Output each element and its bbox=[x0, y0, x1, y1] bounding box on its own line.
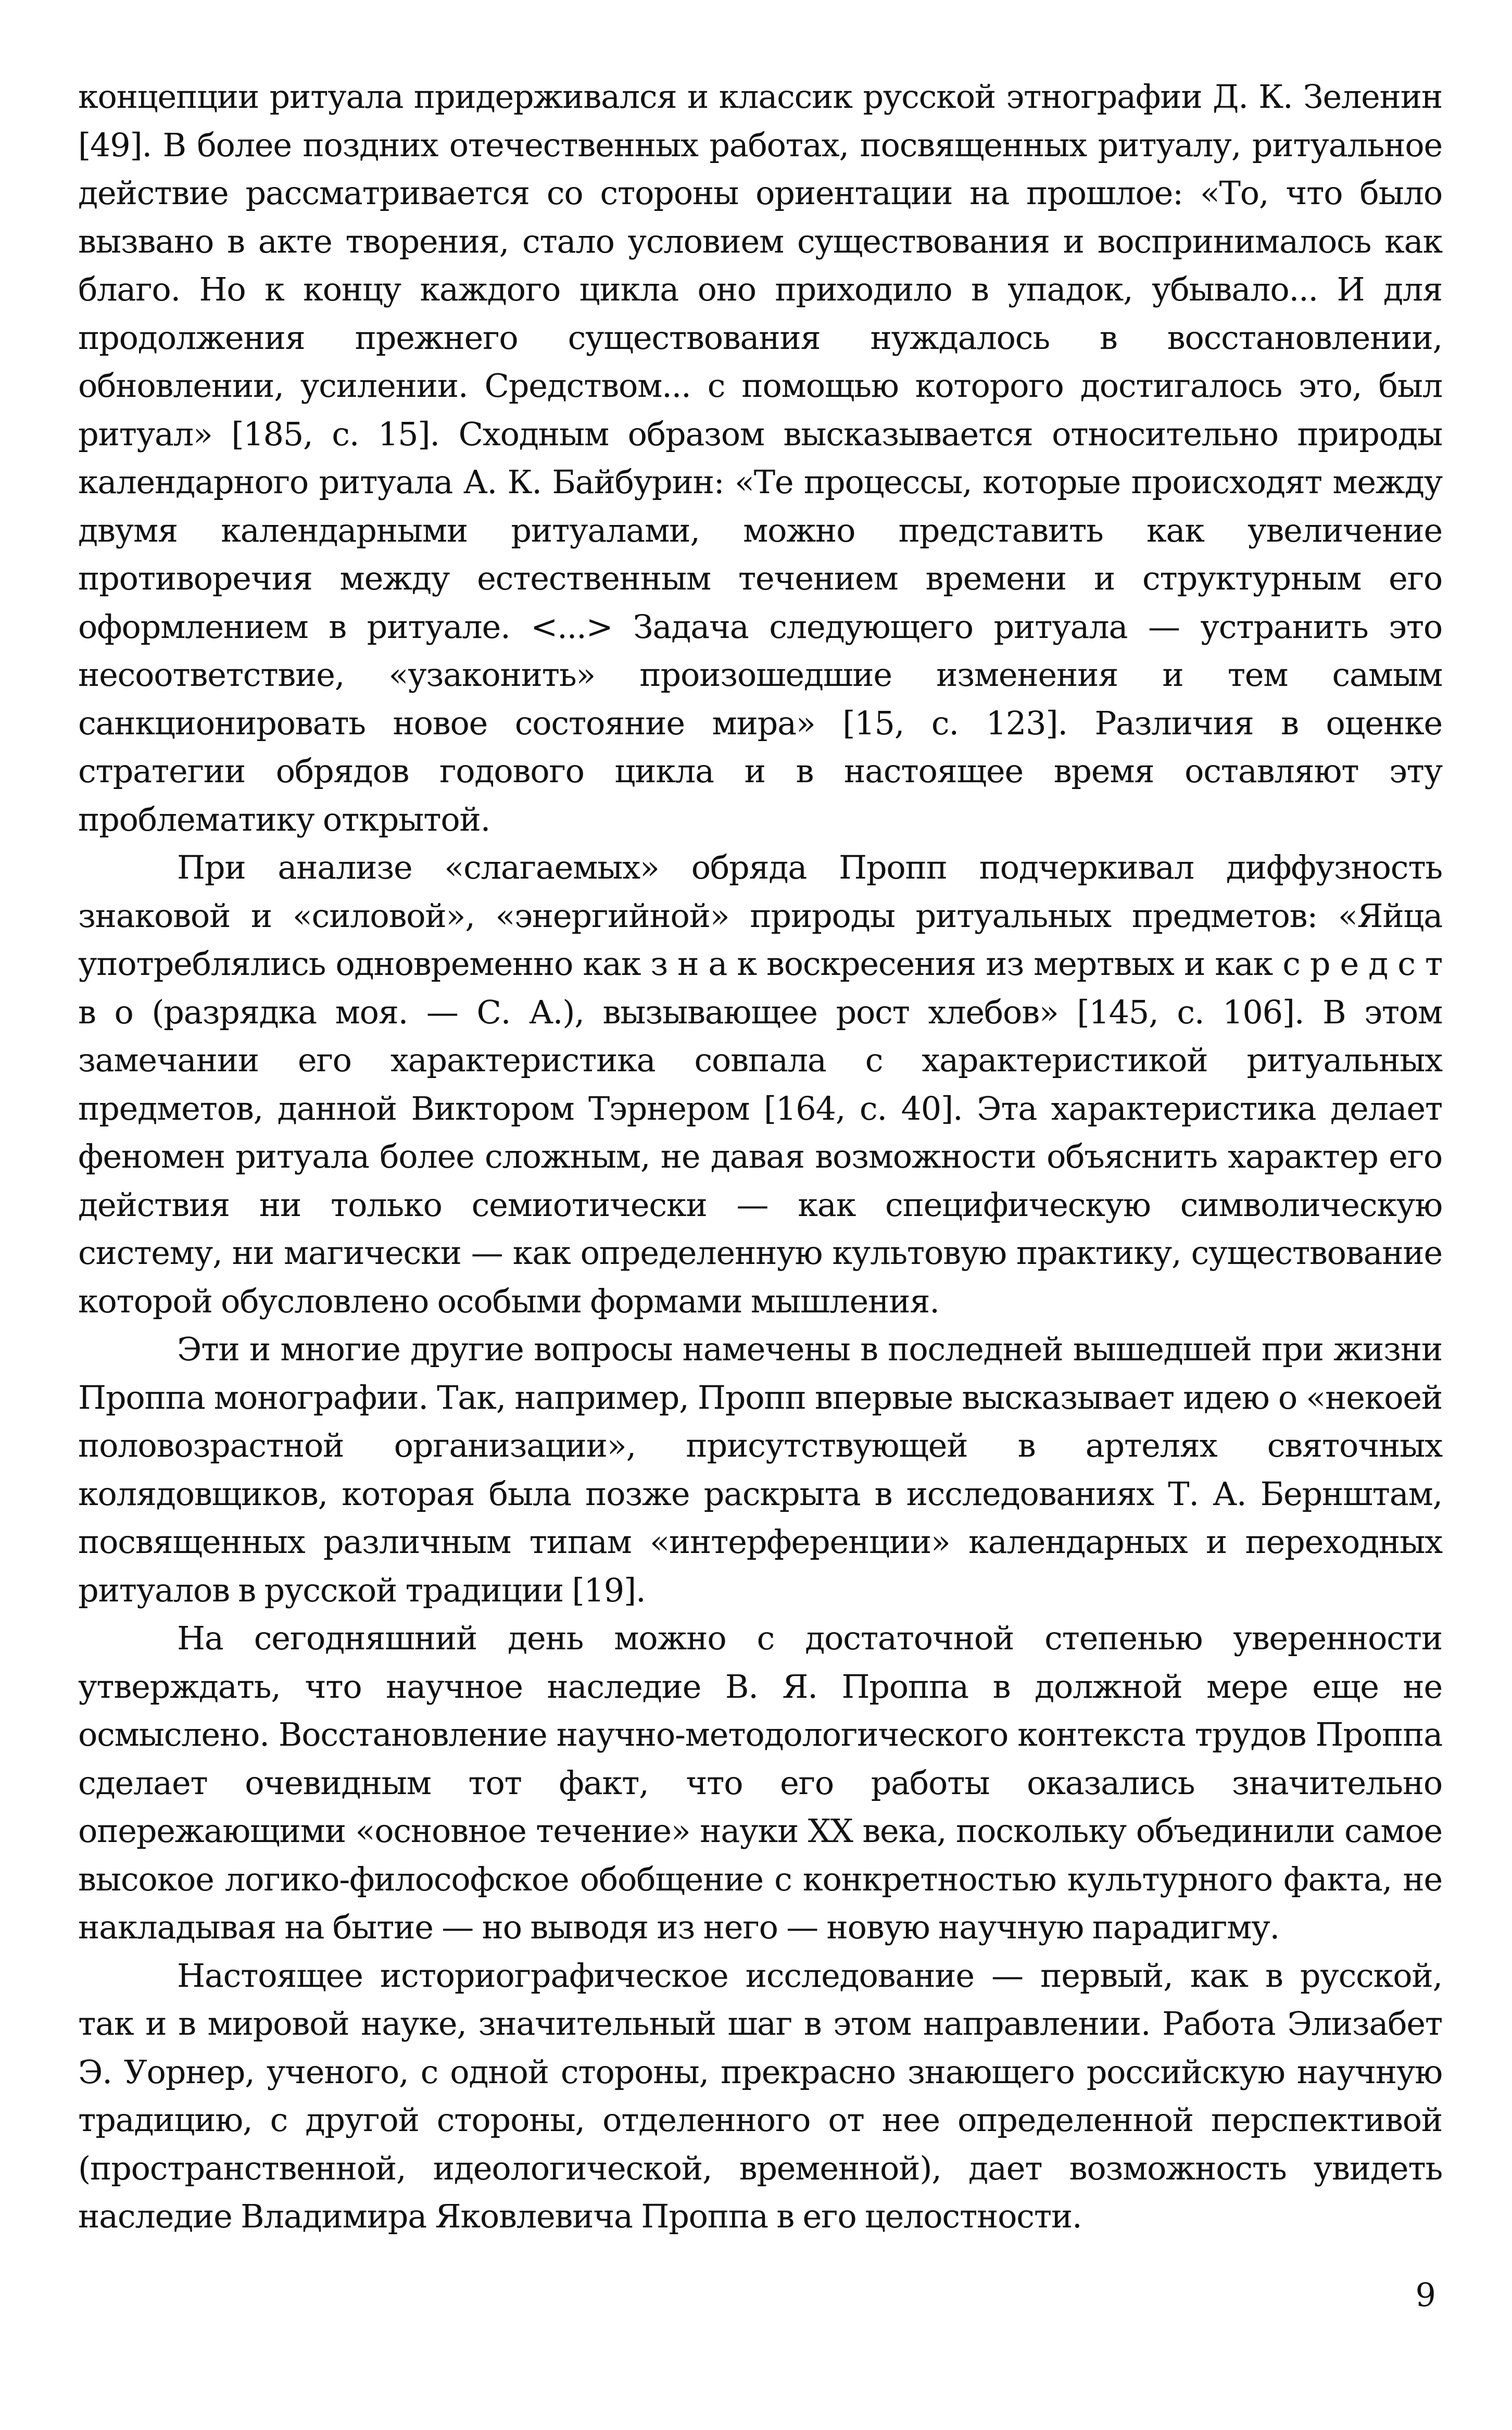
paragraph-1: концепции ритуала придерживался и классик русской этнографии Д. К. Зеленин [49]. В более поздних отечественных работах, посвященных ритуалу, ритуальное действие рассматривается со стороны ориентации на прошлое: «То, что было вызвано в акте творения, стало условием существования и воспринималось как благо. Но к концу каждого цикла оно приходило в упадок, убывало... И для продолжения прежнего существования нуждалось в восстановлении, обновлении, усилении. Средством... с помощью которого достигалось это, был ритуал» [185, с. 15]. Сходным образом высказывается относительно природы календарного ритуала А. К. Байбурин: «Те процессы, которые происходят между двумя календарными ритуалами, можно представить как увеличение противоречия между естественным течением времени и структурным его оформлением в ритуале. <...> Задача следующего ритуала — устранить это несоответствие, «узаконить» произошедшие изменения и тем самым санкционировать новое состояние мира» [15, с. 123]. Различия в оценке стратегии обрядов годового цикла и в настоящее время оставляют эту проблематику открытой. bbox=[78, 78, 1442, 838]
paragraph-4: На сегодняшний день можно с достаточной степенью уверенности утверждать, что научное наследие В. Я. Проппа в должной мере еще не осмыслено. Восстановление научно-методологического контекста трудов Проппа сделает очевидным тот факт, что его работы оказались значительно опережающими «основное течение» науки XX века, поскольку объединили самое высокое логико-философское обобщение с конкретностью культурного факта, не накладывая на бытие — но выводя из него — новую научную парадигму. bbox=[78, 1619, 1442, 1946]
paragraph-3: Эти и многие другие вопросы намечены в последней вышедшей при жизни Проппа монографии. Так, например, Пропп впервые высказывает идею о «некоей половозрастной организации», присутствующей в артелях святочных колядовщиков, которая была позже раскрыта в исследованиях Т. А. Бернштам, посвященных различным типам «интерференции» календарных и переходных ритуалов в русской традиции [19]. bbox=[78, 1330, 1442, 1609]
paragraph-2: При анализе «слагаемых» обряда Пропп подчеркивал диффузность знаковой и «силовой», «энергийной» природы ритуальных предметов: «Яйца употреблялись одновременно как з н а к воскресения из мертвых и как с р е д с т в о (разрядка моя. — С. А.), вызывающее рост хлебов» [145, с. 106]. В этом замечании его характеристика совпала с характеристикой ритуальных предметов, данной Виктором Тэрнером [164, с. 40]. Эта характеристика делает феномен ритуала более сложным, не давая возможности объяснить характер его действия ни только семиотически — как специфическую символическую систему, ни магически — как определенную культовую практику, существование которой обусловлено особыми формами мышления. bbox=[78, 848, 1442, 1320]
paragraph-5: Настоящее историографическое исследование — первый, как в русской, так и в мировой науке, значительный шаг в этом направлении. Работа Элизабет Э. Уорнер, ученого, с одной стороны, прекрасно знающего российскую научную традицию, с другой стороны, отделенного от нее определенной перспективой (пространственной, идеологической, временной), дает возможность увидеть наследие Владимира Яковлевича Проппа в его целостности. bbox=[78, 1956, 1442, 2235]
page-body bbox=[78, 73, 1442, 2241]
page-number: 9 bbox=[1415, 2276, 1436, 2314]
